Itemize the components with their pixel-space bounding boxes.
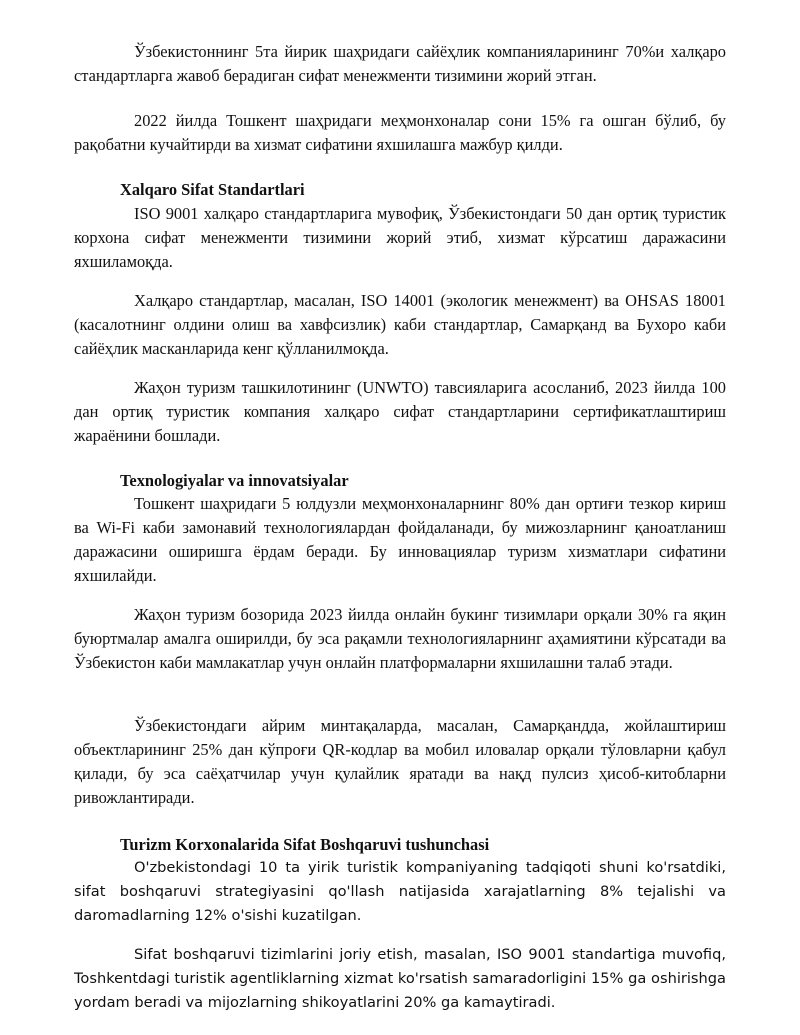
paragraph-qr-payments: Ўзбекистондаги айрим минтақаларда, масалан, Самарқандда, жойлаштириш объектларининг 25% дан кўпроғи QR-кодлар ва мобил иловалар орқали тўловларни қабул қилади, бу эса саёҳатчилар учун қулайлик яратади ва нақд пулсиз ҳисоб-китобларни ривожлантиради. [74, 716, 726, 807]
heading-quality-management-concept: Turizm Korxonalarida Sifat Boshqaruvi tushunchasi [120, 835, 490, 854]
paragraph-iso-9001: ISO 9001 халқаро стандартларига мувофиқ, Ўзбекистондаги 50 дан ортиқ туристик корхона сифат менежменти тизимини жорий этиб, хизмат кўрсатиш даражасини яхшиламоқда. [74, 204, 726, 271]
paragraph-five-star-hotels-tech: Тошкент шаҳридаги 5 юлдузли меҳмонхоналарнинг 80% дан ортиғи тезкор кириш ва Wi-Fi каби замонавий технологиялардан фойдаланади, бу мижозларнинг қаноатланиш даражасини оширишга ёрдам беради. Бу инновациялар туризм хизматлари сифатини яхшилайди. [74, 494, 726, 585]
paragraph-quality-strategy-results: O'zbekistondagi 10 ta yirik turistik kompaniyaning tadqiqoti shuni ko'rsatdiki, sifat boshqaruvi strategiyasini qo'llash natijasida xarajatlarning 8% tejalishi va daromadlarning 12% o'sishi kuzatilgan. [74, 859, 726, 924]
paragraph-iso-9001-agencies: Sifat boshqaruvi tizimlarini joriy etish, masalan, ISO 9001 standartiga muvofiq, Toshkentdagi turistik agentliklarning xizmat ko'rsatish samaradorligini 15% ga oshirishga yordam beradi va mijozlarning shikoyatlarini 20% ga kamaytiradi. [74, 946, 726, 1011]
heading-technologies-innovations: Texnologiyalar va innovatsiyalar [120, 471, 349, 490]
paragraph-unwto: Жаҳон туризм ташкилотининг (UNWTO) тавсияларига асосланиб, 2023 йилда 100 дан ортиқ туристик компания халқаро сифат стандартларини сертификатлаштириш жараёнини бошлади. [74, 378, 726, 445]
heading-international-quality-standards: Xalqaro Sifat Standartlari [120, 180, 305, 199]
paragraph-iso-14001-ohsas: Халқаро стандартлар, масалан, ISO 14001 (экологик менежмент) ва OHSAS 18001 (касалотнинг олдини олиш ва хавфсизлик) каби стандартлар, Самарқанд ва Бухоро каби сайёҳлик масканларида кенг қўлланилмоқда. [74, 291, 726, 358]
paragraph-tashkent-hotels-intro-standards: Ўзбекистоннинг 5та йирик шаҳридаги сайёҳлик компанияларининг 70%и халқаро стандартларга жавоб берадиган сифат менежменти тизимини жорий этган. [74, 42, 726, 85]
paragraph-hotel-growth-2022: 2022 йилда Тошкент шаҳридаги меҳмонхоналар сони 15% га ошган бўлиб, бу рақобатни кучайтирди ва хизмат сифатини яхшилашга мажбур қилди. [74, 111, 726, 154]
paragraph-online-booking: Жаҳон туризм бозорида 2023 йилда онлайн букинг тизимлари орқали 30% га яқин буюртмалар амалга оширилди, бу эса рақамли технологияларнинг аҳамиятини кўрсатади ва Ўзбекистон каби мамлакатлар учун онлайн платформаларни яхшилашни талаб этади. [74, 605, 726, 672]
